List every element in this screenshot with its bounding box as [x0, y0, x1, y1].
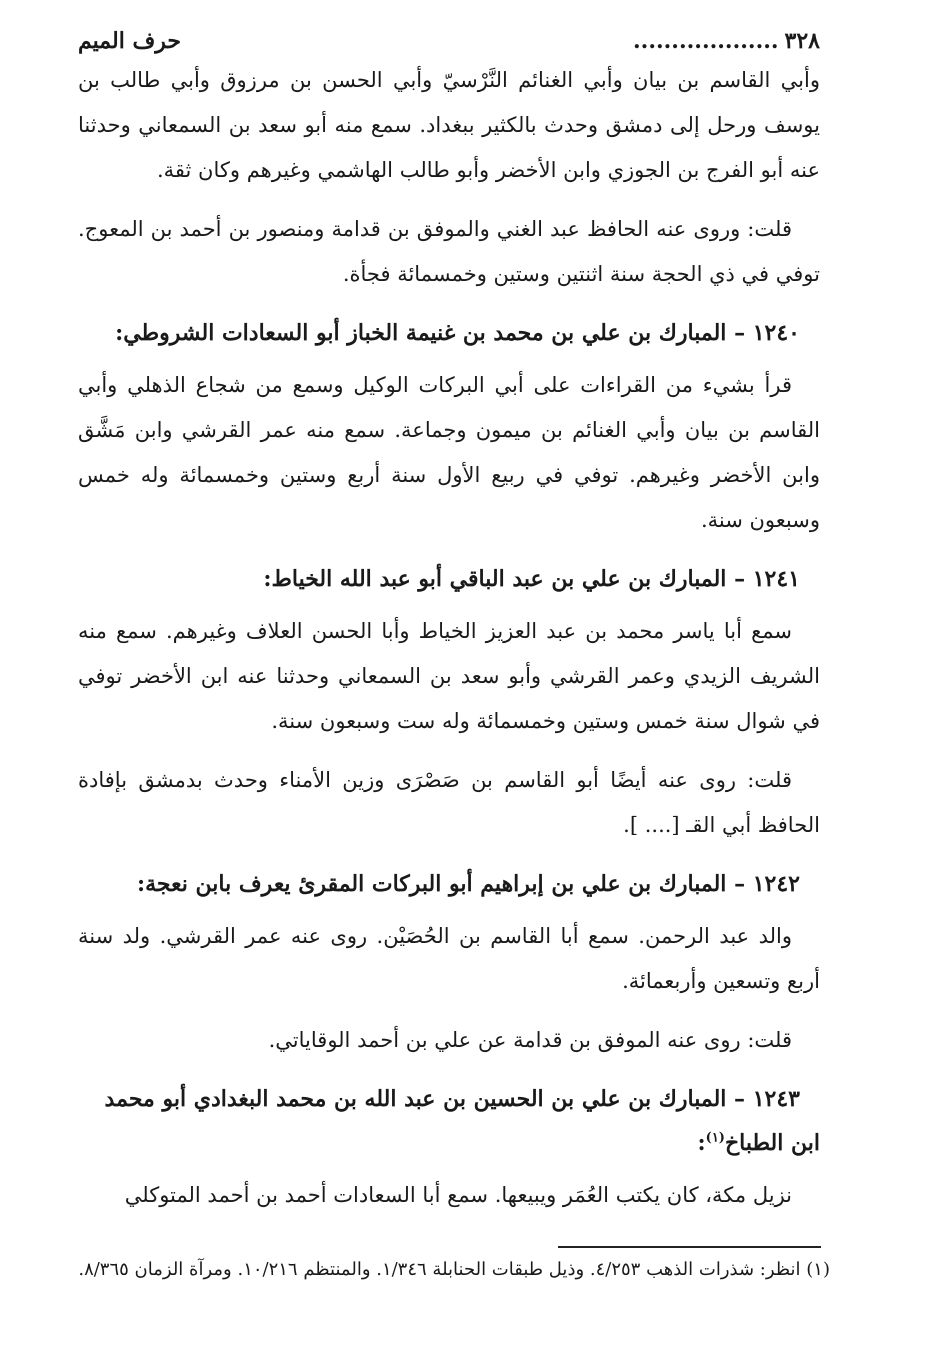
paragraph-note: قلت: وروى عنه الحافظ عبد الغني والموفق بن قدامة ومنصور بن أحمد بن المعوج. توفي في ذي الحجة سنة اثنتين وستين وخمسمائة فجأة. — [78, 217, 820, 286]
entry-body-1240: قرأ بشيء من القراءات على أبي البركات الوكيل وسمع من شجاع الذهلي وأبي القاسم بن بيان وأبي الغنائم بن ميمون وجماعة. سمع منه عمر القرشي وابن مَشَّق وابن الأخضر وغيرهم. توفي في ربيع الأول سنة أربع وستين وخمسمائة وله خمس وسبعون سنة. — [78, 373, 820, 532]
entry-note-1242: قلت: روى عنه الموفق بن قدامة عن علي بن أحمد الوقاياتي. — [268, 1028, 792, 1052]
page-number: ٣٢٨ — [784, 28, 820, 54]
entry-heading-1241: ١٢٤١ – المبارك بن علي بن عبد الباقي أبو عبد الله الخياط: — [263, 566, 800, 592]
page-header — [78, 24, 820, 58]
entry-heading-1240: ١٢٤٠ – المبارك بن علي بن محمد بن غنيمة الخباز أبو السعادات الشروطي: — [115, 320, 800, 346]
entry-heading-1243-text: ١٢٤٣ – المبارك بن علي بن الحسين بن عبد الله بن محمد البغدادي أبو محمد ابن الطباخ — [104, 1086, 820, 1156]
entry-body-1242: والد عبد الرحمن. سمع أبا القاسم بن الحُصَيْن. روى عنه عمر القرشي. ولد سنة أربع وتسعين وأربعمائة. — [78, 924, 820, 993]
footnote-divider — [558, 1246, 821, 1248]
footnote-1: (١) انظر: شذرات الذهب ٤/٢٥٣. وذيل طبقات الحنابلة ١/٣٤٦. والمنتظم ١٠/٢١٦. ومرآة الزمان ٨/٣٦٥. — [78, 1259, 830, 1280]
running-title: حرف الميم — [78, 28, 182, 54]
entry-body-1243: نزيل مكة، كان يكتب العُمَر ويبيعها. سمع أبا السعادات أحمد بن أحمد المتوكلي — [124, 1183, 792, 1207]
header-leader-dots: ................... — [633, 28, 779, 54]
entry-body-1241: سمع أبا ياسر محمد بن عبد العزيز الخياط وأبا الحسن العلاف وغيرهم. سمع منه الشريف الزيدي وعمر القرشي وأبو سعد بن السمعاني وحدثنا عنه ابن الأخضر توفي في شوال سنة خمس وستين وخمسمائة وله ست وسبعون سنة. — [78, 619, 820, 733]
footnote-reference[interactable]: (١) — [705, 1130, 725, 1146]
page-body — [78, 24, 820, 1218]
paragraph-continuation: وأبي القاسم بن بيان وأبي الغنائم النَّرْسيّ وأبي الحسن بن مرزوق وأبي طالب بن يوسف ورحل إلى دمشق وحدث بالكثير ببغداد. سمع منه أبو سعد بن السمعاني وحدثنا عنه أبو الفرج بن الجوزي وابن الأخضر وأبو طالب الهاشمي وغيرهم وكان ثقة. — [78, 68, 820, 182]
footnotes-section — [78, 1254, 830, 1286]
entry-heading-1243 — [78, 1077, 820, 1165]
entry-heading-1242: ١٢٤٢ – المبارك بن علي بن إبراهيم أبو البركات المقرئ يعرف بابن نعجة: — [137, 871, 800, 897]
entry-note-1241: قلت: روى عنه أيضًا أبو القاسم بن صَصْرَى وزين الأمناء وحدث بدمشق بإفادة الحافظ أبي القـ [.... ]. — [78, 768, 820, 837]
entry-heading-1243-colon: : — [697, 1130, 706, 1156]
